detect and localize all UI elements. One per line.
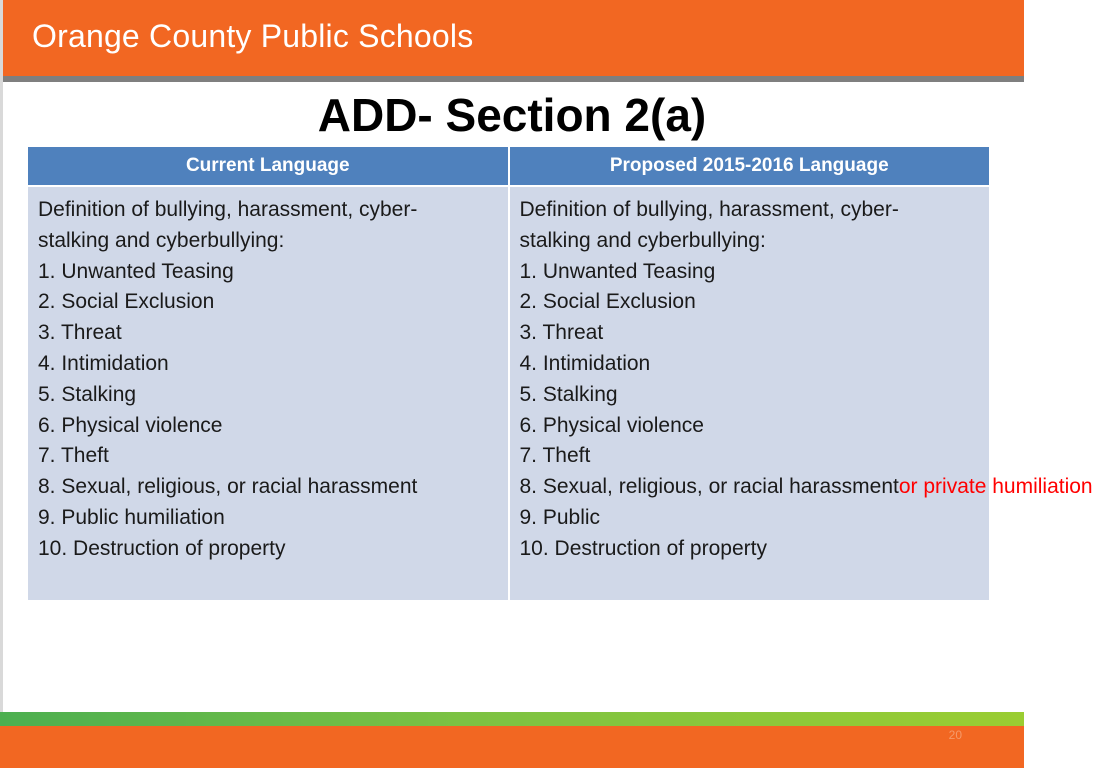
proposed-list-item: 9. Public	[519, 505, 601, 529]
proposed-list-item: 5. Stalking	[519, 382, 618, 406]
header-band	[0, 0, 1024, 76]
proposed-list-item: 1. Unwanted Teasing	[519, 259, 716, 283]
proposed-line: stalking and cyberbullying:	[519, 228, 766, 252]
table-header-row	[27, 146, 990, 186]
proposed-list-item: 10. Destruction of property	[519, 536, 767, 560]
proposed-line: Definition of bullying, harassment, cyber-	[519, 198, 899, 221]
current-line: Definition of bullying, harassment, cyber-	[38, 198, 418, 221]
proposed-change-highlight: or private humiliation	[898, 475, 1093, 499]
current-list-item: 10. Destruction of property	[38, 536, 286, 560]
proposed-list-item: 7. Theft	[519, 444, 591, 468]
current-list-item: 1. Unwanted Teasing	[38, 259, 234, 283]
table-row	[27, 186, 990, 601]
current-list-item: 9. Public humiliation	[38, 505, 225, 529]
current-line: stalking and cyberbullying:	[38, 228, 285, 252]
current-language-header: Current Language	[27, 146, 509, 186]
current-list-item: 3. Threat	[38, 321, 122, 345]
proposed-item-prefix: 8. Sexual, religious, or racial harassment	[519, 475, 899, 499]
current-list-item: 4. Intimidation	[38, 351, 169, 375]
footer-orange-band	[0, 726, 1024, 768]
current-list-item: 7. Theft	[38, 444, 109, 468]
footer-green-band	[0, 712, 1024, 726]
current-list-item: 8. Sexual, religious, or racial harassment	[38, 475, 418, 499]
current-list-item: 5. Stalking	[38, 382, 137, 406]
language-comparison-table	[26, 145, 1093, 602]
proposed-language-header: Proposed 2015-2016 Language	[509, 146, 991, 186]
proposed-list-item: 4. Intimidation	[519, 351, 651, 375]
org-name: Orange County Public Schools	[32, 18, 474, 54]
proposed-list-item	[519, 472, 1093, 503]
proposed-language-cell	[509, 186, 1093, 601]
current-list-item: 2. Social Exclusion	[38, 290, 215, 314]
proposed-list-item: 3. Threat	[519, 321, 604, 345]
current-language-cell	[27, 186, 509, 601]
proposed-list-item: 6. Physical violence	[519, 413, 704, 437]
current-list-item: 6. Physical violence	[38, 413, 223, 437]
slide-title: ADD- Section 2(a)	[317, 89, 707, 141]
header-divider	[0, 76, 1024, 82]
proposed-list-item: 2. Social Exclusion	[519, 290, 696, 314]
page-number: 20	[948, 728, 962, 742]
